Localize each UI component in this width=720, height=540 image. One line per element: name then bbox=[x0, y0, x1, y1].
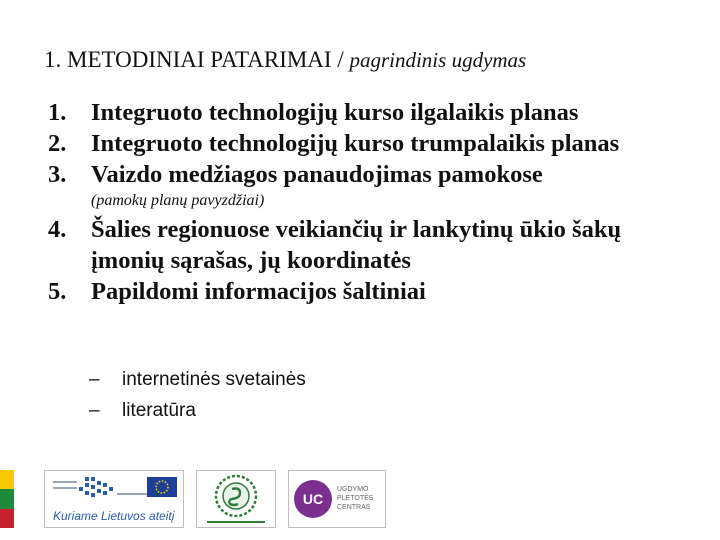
list-number: 2. bbox=[48, 130, 67, 157]
eu-funds-logo bbox=[44, 470, 184, 528]
upc-line-3: CENTRAS bbox=[337, 504, 371, 511]
main-list bbox=[0, 97, 700, 307]
list-item bbox=[0, 97, 700, 128]
eu-flag-icon bbox=[147, 477, 177, 497]
pixel-map-icon bbox=[79, 477, 113, 497]
upc-logo bbox=[288, 470, 386, 528]
list-item bbox=[0, 128, 700, 159]
sub-list-text: literatūra bbox=[122, 400, 196, 421]
dash-bullet: – bbox=[89, 369, 100, 390]
title-subtitle: pagrindinis ugdymas bbox=[349, 48, 527, 72]
list-number: 3. bbox=[48, 161, 67, 188]
list-text: Integruoto technologijų kurso ilgalaikis planas bbox=[91, 99, 579, 126]
list-text: Papildomi informacijos šaltiniai bbox=[91, 278, 426, 305]
lithuanian-flag bbox=[0, 470, 14, 528]
sub-list-text: internetinės svetainės bbox=[122, 369, 306, 390]
list-number: 5. bbox=[48, 278, 67, 305]
flag-stripe-yellow bbox=[0, 470, 14, 489]
title-main: 1. METODINIAI PATARIMAI / bbox=[44, 47, 344, 72]
list-text: Vaizdo medžiagos panaudojimas pamokose bbox=[91, 161, 543, 188]
sub-list-item bbox=[0, 364, 306, 395]
upc-line-1: UGDYMO bbox=[337, 486, 369, 493]
flag-stripe-green bbox=[0, 489, 14, 508]
green-emblem-icon bbox=[197, 471, 275, 527]
list-number: 1. bbox=[48, 99, 67, 126]
upc-line-2: PLĖTOTĖS bbox=[337, 495, 374, 502]
dash-bullet: – bbox=[89, 400, 100, 421]
upc-emblem-icon bbox=[289, 471, 385, 527]
page-title bbox=[44, 47, 526, 73]
list-text: Šalies regionuose veikiančių ir lankytinų ūkio šakų įmonių sąrašas, jų koordinatės bbox=[91, 216, 622, 274]
sub-list bbox=[0, 364, 306, 426]
list-item bbox=[0, 159, 700, 211]
list-text: Integruoto technologijų kurso trumpalaikis planas bbox=[91, 130, 620, 157]
list-item bbox=[0, 276, 700, 307]
sub-list-item bbox=[0, 395, 306, 426]
flag-stripe-red bbox=[0, 509, 14, 528]
svg-text:UC: UC bbox=[302, 491, 324, 507]
list-note: (pamokų planų pavyzdžiai) bbox=[91, 192, 265, 209]
list-number: 4. bbox=[48, 216, 67, 243]
ministry-emblem-logo bbox=[196, 470, 276, 528]
list-item bbox=[0, 214, 700, 276]
logo-tagline: Kuriame Lietuvos ateitį bbox=[53, 509, 175, 523]
